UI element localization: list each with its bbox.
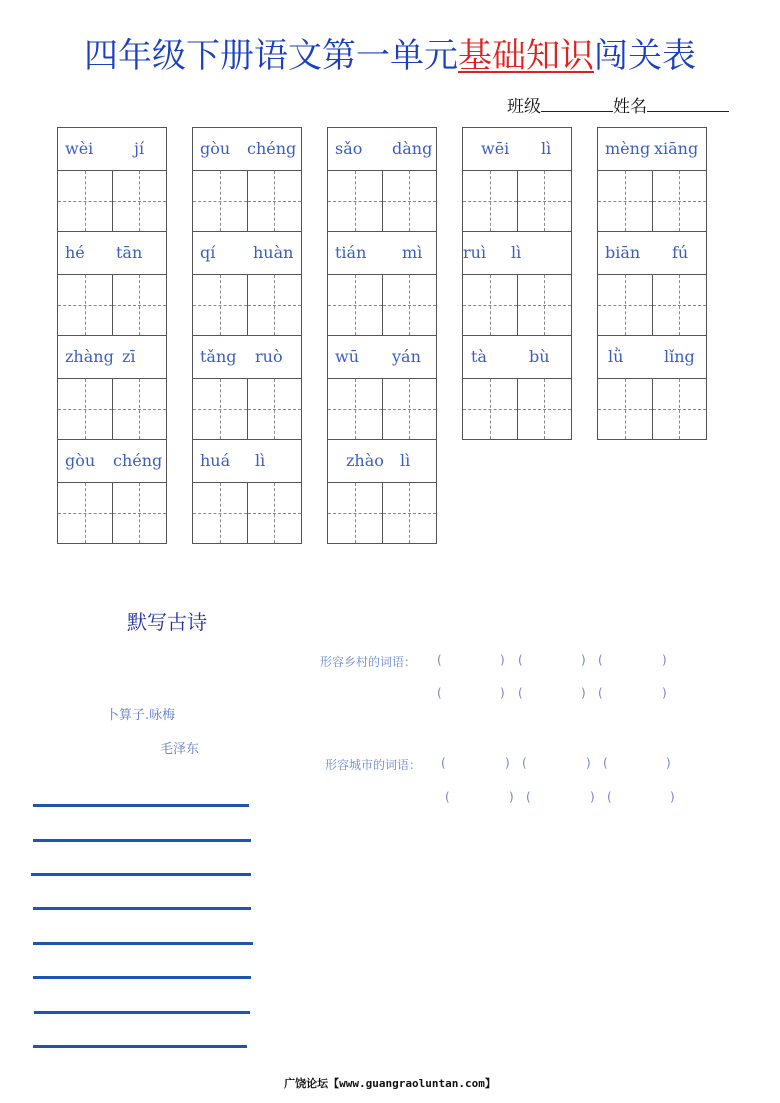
writing-cell[interactable] [58, 483, 112, 543]
name-blank[interactable] [647, 97, 729, 112]
blank-open-paren: ( [437, 653, 442, 667]
tianzige-pair [463, 275, 571, 336]
pinyin-row [598, 336, 706, 379]
blank-open-paren: ( [607, 790, 612, 804]
pinyin-syllable: lì [255, 451, 266, 470]
writing-cell[interactable] [382, 379, 437, 439]
writing-cell[interactable] [517, 275, 572, 335]
title-part2: 闯关表 [594, 36, 696, 76]
pinyin-syllable: gòu [200, 139, 231, 158]
pinyin-syllable: chéng [113, 451, 163, 470]
tianzige-pair [58, 171, 166, 232]
pinyin-syllable: jí [134, 139, 145, 158]
writing-cell[interactable] [463, 379, 517, 439]
blank-open-paren: ( [437, 686, 442, 700]
writing-cell[interactable] [112, 275, 167, 335]
pinyin-syllable: zī [122, 347, 136, 366]
pinyin-syllable: mèng [605, 139, 651, 158]
writing-cell[interactable] [112, 483, 167, 543]
blank-close-paren: ) [670, 790, 675, 804]
tianzige-pair [58, 275, 166, 336]
pinyin-syllable: bù [529, 347, 550, 366]
pinyin-syllable: wēi [481, 139, 510, 158]
pinyin-row [193, 232, 301, 275]
pinyin-syllable: tān [116, 243, 143, 262]
pinyin-row [463, 232, 571, 275]
blank-open-paren: ( [518, 653, 523, 667]
blank-close-paren: ) [590, 790, 595, 804]
writing-cell[interactable] [58, 379, 112, 439]
blank-close-paren: ) [662, 686, 667, 700]
writing-cell[interactable] [652, 379, 707, 439]
blank-close-paren: ) [662, 653, 667, 667]
blank-close-paren: ) [500, 653, 505, 667]
pinyin-row [463, 336, 571, 379]
pinyin-row [463, 128, 571, 171]
writing-cell[interactable] [112, 379, 167, 439]
writing-cell[interactable] [382, 275, 437, 335]
pinyin-syllable: fú [672, 243, 689, 262]
writing-cell[interactable] [247, 171, 302, 231]
writing-cell[interactable] [328, 275, 382, 335]
pinyin-syllable: zhào [346, 451, 384, 470]
writing-cell[interactable] [328, 379, 382, 439]
title-highlight: 基础知识 [458, 36, 594, 76]
writing-cell[interactable] [328, 483, 382, 543]
writing-cell[interactable] [652, 171, 707, 231]
blank-close-paren: ) [586, 756, 591, 770]
writing-line[interactable] [33, 1045, 247, 1048]
tianzige-pair [598, 275, 706, 336]
writing-cell[interactable] [328, 171, 382, 231]
blank-open-paren: ( [526, 790, 531, 804]
blank-close-paren: ) [500, 686, 505, 700]
blank-open-paren: ( [441, 756, 446, 770]
pinyin-row [58, 336, 166, 379]
pinyin-syllable: lì [511, 243, 522, 262]
pinyin-column [57, 127, 167, 544]
footer-source: 广饶论坛【www.guangraoluntan.com】 [284, 1077, 496, 1090]
writing-cell[interactable] [247, 483, 302, 543]
pinyin-syllable: dàng [392, 139, 433, 158]
pinyin-column [192, 127, 302, 544]
blank-open-paren: ( [603, 756, 608, 770]
tianzige-pair [328, 379, 436, 440]
writing-cell[interactable] [598, 379, 652, 439]
blank-open-paren: ( [598, 686, 603, 700]
tianzige-pair [328, 275, 436, 336]
writing-line[interactable] [31, 873, 251, 876]
pinyin-row [58, 440, 166, 483]
pinyin-syllable: yán [392, 347, 421, 366]
writing-cell[interactable] [517, 379, 572, 439]
blank-close-paren: ) [509, 790, 514, 804]
pinyin-row [193, 128, 301, 171]
writing-cell[interactable] [247, 275, 302, 335]
rural-words-label: 形容乡村的词语： [320, 655, 417, 669]
writing-line[interactable] [33, 976, 251, 979]
class-label: 班级 [507, 97, 541, 117]
class-name-line [507, 92, 729, 117]
writing-cell[interactable] [112, 171, 167, 231]
tianzige-pair [58, 379, 166, 440]
pinyin-syllable: tà [471, 347, 487, 366]
pinyin-row [328, 128, 436, 171]
writing-line[interactable] [33, 942, 253, 945]
pinyin-syllable: huàn [253, 243, 294, 262]
pinyin-syllable: ruò [255, 347, 283, 366]
pinyin-syllable: tǎng [200, 347, 237, 366]
city-words-label: 形容城市的词语： [325, 758, 422, 772]
writing-cell[interactable] [58, 275, 112, 335]
blank-open-paren: ( [445, 790, 450, 804]
writing-cell[interactable] [382, 171, 437, 231]
title-part1: 四年级下册语文第一单元 [84, 36, 458, 76]
writing-line[interactable] [34, 1011, 250, 1014]
pinyin-syllable: zhàng [65, 347, 114, 366]
writing-line[interactable] [33, 804, 249, 807]
pinyin-column [327, 127, 437, 544]
pinyin-syllable: huá [200, 451, 231, 470]
poem-title: 卜算子.咏梅 [106, 708, 176, 723]
tianzige-pair [328, 171, 436, 232]
tianzige-pair [598, 171, 706, 232]
pinyin-row [58, 128, 166, 171]
blank-close-paren: ) [505, 756, 510, 770]
pinyin-row [58, 232, 166, 275]
writing-cell[interactable] [598, 275, 652, 335]
writing-cell[interactable] [247, 379, 302, 439]
pinyin-syllable: lì [541, 139, 552, 158]
class-blank[interactable] [541, 97, 613, 112]
writing-cell[interactable] [382, 483, 437, 543]
page-title [0, 28, 780, 77]
pinyin-syllable: tián [335, 243, 367, 262]
writing-cell[interactable] [652, 275, 707, 335]
writing-cell[interactable] [58, 171, 112, 231]
pinyin-syllable: lǐng [664, 347, 695, 366]
tianzige-pair [463, 171, 571, 232]
writing-cell[interactable] [517, 171, 572, 231]
tianzige-pair [193, 379, 301, 440]
writing-cell[interactable] [463, 275, 517, 335]
pinyin-syllable: qí [200, 243, 216, 262]
tianzige-pair [193, 275, 301, 336]
writing-line[interactable] [33, 839, 251, 842]
blank-close-paren: ) [581, 686, 586, 700]
pinyin-syllable: biān [605, 243, 641, 262]
writing-cell[interactable] [598, 171, 652, 231]
blank-open-paren: ( [518, 686, 523, 700]
pinyin-row [193, 336, 301, 379]
tianzige-pair [463, 379, 571, 440]
tianzige-pair [598, 379, 706, 440]
pinyin-row [193, 440, 301, 483]
tianzige-pair [58, 483, 166, 544]
pinyin-column [597, 127, 707, 440]
writing-cell[interactable] [463, 171, 517, 231]
pinyin-row [328, 440, 436, 483]
pinyin-row [328, 336, 436, 379]
blank-open-paren: ( [598, 653, 603, 667]
pinyin-syllable: hé [65, 243, 85, 262]
pinyin-syllable: chéng [247, 139, 297, 158]
pinyin-row [598, 128, 706, 171]
pinyin-syllable: xiāng [654, 139, 699, 158]
writing-cell[interactable] [193, 171, 247, 231]
pinyin-syllable: mì [402, 243, 423, 262]
pinyin-syllable: wū [335, 347, 359, 366]
pinyin-syllable: ruì [463, 243, 487, 262]
writing-cell[interactable] [193, 483, 247, 543]
writing-cell[interactable] [193, 379, 247, 439]
blank-open-paren: ( [522, 756, 527, 770]
poem-heading: 默写古诗 [127, 610, 207, 634]
poem-author: 毛泽东 [160, 742, 200, 757]
pinyin-syllable: wèi [65, 139, 94, 158]
pinyin-row [598, 232, 706, 275]
pinyin-syllable: sǎo [335, 139, 363, 158]
tianzige-pair [328, 483, 436, 544]
blank-close-paren: ) [666, 756, 671, 770]
name-label: 姓名 [613, 97, 647, 117]
pinyin-syllable: lì [400, 451, 411, 470]
pinyin-syllable: gòu [65, 451, 96, 470]
pinyin-row [328, 232, 436, 275]
writing-line[interactable] [33, 907, 251, 910]
tianzige-pair [193, 483, 301, 544]
tianzige-pair [193, 171, 301, 232]
pinyin-column [462, 127, 572, 440]
pinyin-syllable: lǜ [608, 347, 624, 366]
blank-close-paren: ) [581, 653, 586, 667]
writing-cell[interactable] [193, 275, 247, 335]
